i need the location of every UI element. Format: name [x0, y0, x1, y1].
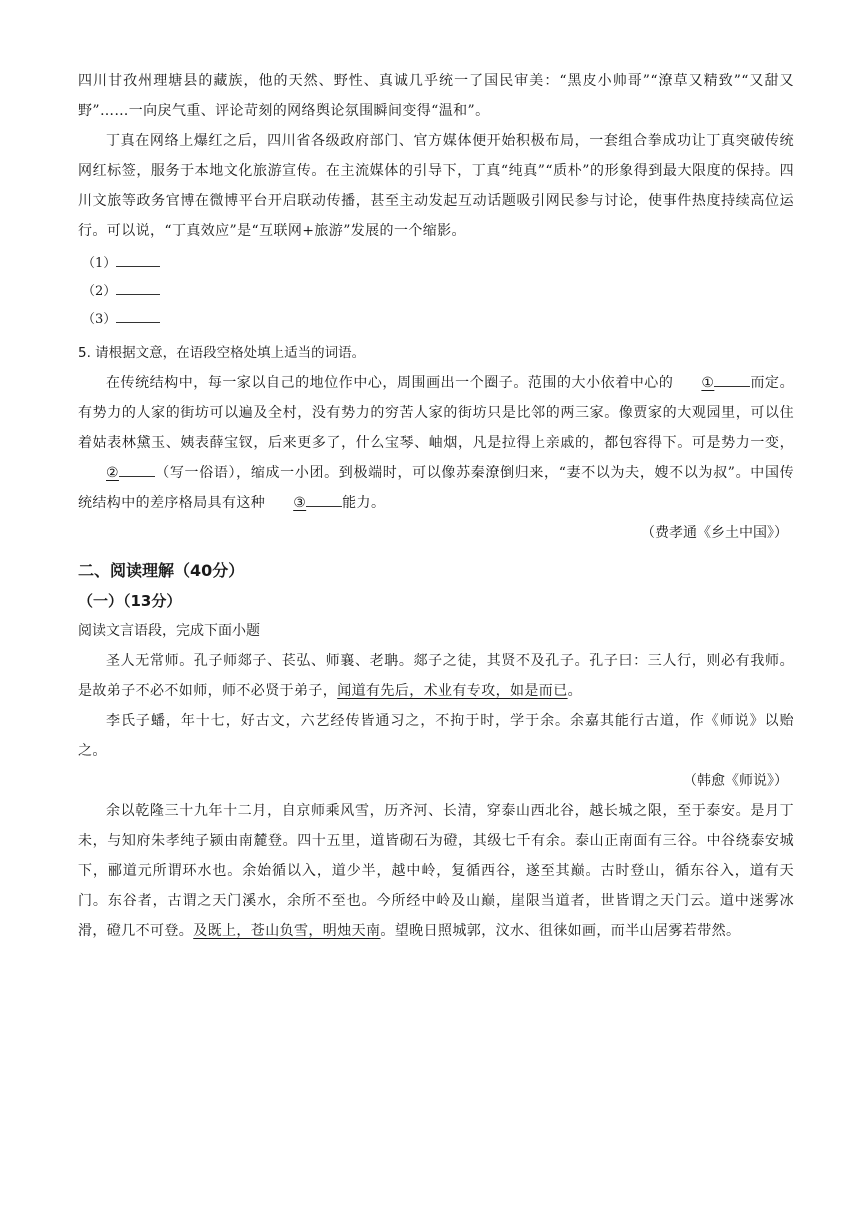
answer-line-2: [78, 278, 794, 306]
taishan-text-b: 。望晚日照城郭，汶水、徂徕如画，而半山居雾若带然。: [380, 923, 741, 939]
marker-3: ③: [293, 495, 307, 511]
answer-line-3: [78, 306, 794, 334]
question-5-passage: [78, 368, 794, 518]
document-page: [78, 66, 794, 946]
taishan-underlined: 及既上，苍山负雪，明烛天南: [193, 923, 381, 939]
taishan-text-a: 余以乾隆三十九年十二月，自京师乘风雪，历齐河、长清，穿泰山西北谷，越长城之限，至于泰安。是月丁未，与知府朱孝纯子颍由南麓登。四十五里，道皆砌石为磴，其级七千有余。泰山正南面有三谷。中谷绕泰安城下，郦道元所谓环水也。余始循以入，道少半，越中岭，复循西谷，遂至其巅。古时登山，循东谷入，道有天门。东谷者，古谓之天门溪水，余所不至也。今所经中岭及山巅，崖限当道者，世皆谓之天门云。道中迷雾冰滑，磴几不可登。: [78, 803, 794, 939]
shishuo-text-a: 圣人无常师。孔子师郯子、苌弘、师襄、老聃。郯子之徒，其贤不及孔子。孔子曰：三人行，则必有我师。是故弟子不必不如师，师不必贤于弟子，: [78, 653, 794, 699]
passage-part-c: （写一俗语），缩成一小团。到极端时，可以像苏秦潦倒归来，“妻不以为夫，嫂不以为叔”。中国传统结构中的差序格局具有这种: [78, 465, 794, 511]
instruction-text: 阅读文言语段，完成下面小题: [78, 623, 260, 639]
passage-part-d: 能力。: [342, 495, 386, 511]
shishuo-source: （韩愈《师说》）: [683, 773, 788, 789]
answer-label-3: （3）: [82, 312, 117, 327]
shishuo-underlined: 闻道有先后，术业有专攻，如是而已: [337, 683, 568, 699]
answer-blank-3[interactable]: [116, 307, 160, 323]
fill-blank-1[interactable]: [714, 371, 750, 387]
shishuo-text-end: 。: [567, 683, 583, 699]
taishan-paragraph: [78, 796, 794, 946]
passage-part-a: 在传统结构中，每一家以自己的地位作中心，周围画出一个圈子。范围的大小依着中心的: [106, 375, 674, 391]
section-heading: 二、阅读理解（40分）: [78, 561, 245, 580]
answer-label-2: （2）: [82, 284, 117, 299]
marker-2: ②: [106, 465, 119, 481]
fill-blank-3[interactable]: [306, 491, 342, 507]
answer-line-1: [78, 250, 794, 278]
passage-part-b: 而定。有势力的人家的街坊可以遍及全村，没有势力的穷苦人家的街坊只是比邻的两三家。像贾家的大观园里，可以住着姑表林黛玉、姨表薛宝钗，后来更多了，什么宝琴、岫烟，凡是拉得上亲戚的，都包容得下。可是势力一变，: [78, 375, 794, 451]
question-5-source: （费孝通《乡土中国》）: [641, 525, 788, 541]
question-5-title: 5. 请根据文意，在语段空格处填上适当的词语。: [78, 345, 366, 361]
answer-label-1: （1）: [82, 256, 117, 271]
shishuo-paragraph-1: [78, 646, 794, 706]
intro-paragraph: 四川甘孜州理塘县的藏族，他的天然、野性、真诚几乎统一了国民审美：“黑皮小帅哥”“潦草又精致”“又甜又野”……一向戾气重、评论苛刻的网络舆论氛围瞬间变得“温和”。: [78, 73, 794, 119]
shishuo-paragraph-2: 李氏子蟠，年十七，好古文，六艺经传皆通习之，不拘于时，学于余。余嘉其能行古道，作《师说》以贻之。: [78, 713, 794, 759]
marker-1: ①: [701, 375, 715, 391]
answer-blank-1[interactable]: [116, 251, 160, 267]
answer-blank-2[interactable]: [116, 279, 160, 295]
paragraph-dingzhen-effect: 丁真在网络上爆红之后，四川省各级政府部门、官方媒体便开始积极布局，一套组合拳成功让丁真突破传统网红标签，服务于本地文化旅游宣传。在主流媒体的引导下，丁真“纯真”“质朴”的形象得到最大限度的保持。四川文旅等政务官博在微博平台开启联动传播，甚至主动发起互动话题吸引网民参与讨论，使事件热度持续高位运行。可以说，“丁真效应”是“互联网+旅游”发展的一个缩影。: [78, 133, 794, 239]
sub-section-heading: （一）（13分）: [78, 592, 182, 610]
fill-blank-2[interactable]: [119, 461, 155, 477]
